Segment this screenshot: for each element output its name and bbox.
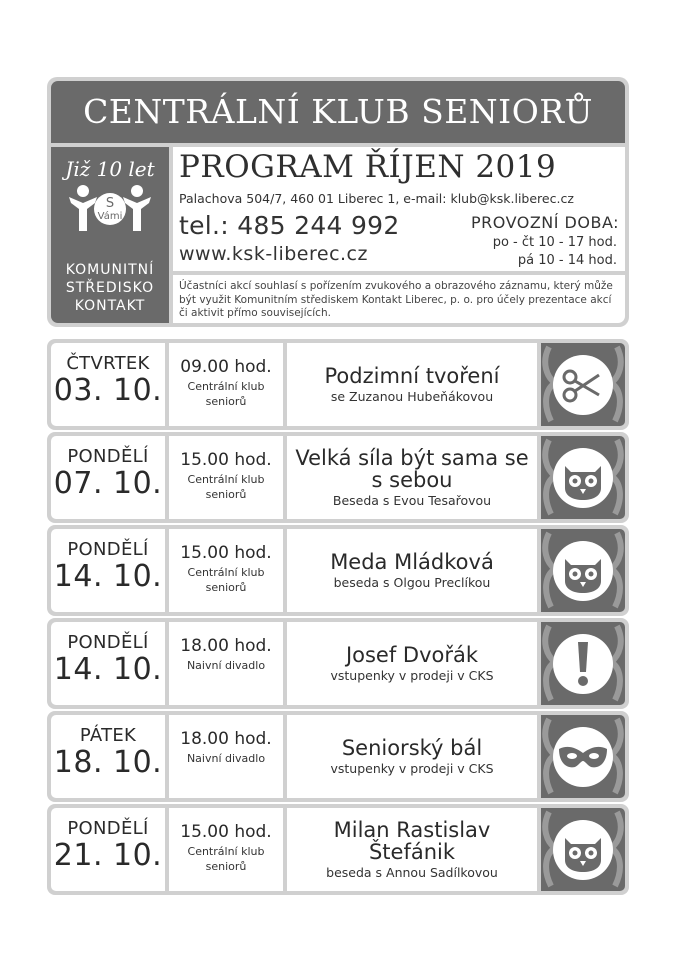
- logo-line-3: KONTAKT: [74, 298, 146, 314]
- event-row: [47, 618, 629, 709]
- event-row: [47, 339, 629, 430]
- event-time: 15.00 hod.: [180, 450, 272, 470]
- event-day: PONDĚLÍ: [67, 818, 149, 839]
- event-title: Seniorský bál: [341, 736, 483, 760]
- event-title: Josef Dvořák: [345, 643, 479, 667]
- event-desc-cell: [287, 808, 537, 891]
- event-place: Centrální klub seniorů: [187, 473, 265, 501]
- event-time: 15.00 hod.: [180, 543, 272, 563]
- event-place: Centrální klub seniorů: [187, 845, 265, 873]
- owl-icon: [541, 436, 625, 519]
- event-desc-cell: [287, 622, 537, 705]
- logo-line-2: STŘEDISKO: [65, 280, 155, 296]
- event-time-cell: [169, 529, 283, 612]
- event-desc-cell: [287, 436, 537, 519]
- event-title: Meda Mládková: [330, 550, 494, 574]
- program-title: PROGRAM ŘÍJEN 2019: [179, 149, 557, 185]
- opening-hours-title: PROVOZNÍ DOBA:: [470, 213, 619, 232]
- event-time-cell: [169, 715, 283, 798]
- hours-friday: pá 10 - 14 hod.: [517, 253, 617, 268]
- logo-tagline: Již 10 let: [65, 157, 155, 181]
- event-day: ČTVRTEK: [66, 353, 150, 374]
- event-title: Velká síla být sama se s sebou: [295, 446, 529, 492]
- contact-info: [173, 147, 625, 271]
- event-date-cell: [51, 436, 165, 519]
- event-place: Centrální klub seniorů: [187, 380, 265, 408]
- event-place: Naivní divadlo: [186, 659, 266, 672]
- event-date: 14. 10.: [53, 559, 163, 594]
- event-date: 18. 10.: [53, 745, 163, 780]
- event-date-cell: [51, 343, 165, 426]
- event-time-cell: [169, 436, 283, 519]
- event-date-cell: [51, 622, 165, 705]
- logo-figure-icon: [65, 183, 155, 245]
- hours-weekdays: po - čt 10 - 17 hod.: [492, 235, 617, 250]
- mask-icon: [541, 715, 625, 798]
- event-day: PONDĚLÍ: [67, 539, 149, 560]
- event-date: 14. 10.: [53, 652, 163, 687]
- event-row: [47, 804, 629, 895]
- event-subtitle: vstupenky v prodeji v CKS: [330, 761, 494, 776]
- event-date-cell: [51, 715, 165, 798]
- header-panel: [47, 77, 629, 327]
- event-time: 18.00 hod.: [180, 636, 272, 656]
- event-subtitle: se Zuzanou Hubeňákovou: [330, 389, 494, 404]
- event-subtitle: beseda s Olgou Preclíkou: [333, 575, 491, 590]
- logo-line-1: KOMUNITNÍ: [65, 262, 155, 278]
- event-subtitle: vstupenky v prodeji v CKS: [330, 668, 494, 683]
- consent-notice: [173, 275, 625, 323]
- event-time: 15.00 hod.: [180, 822, 272, 842]
- event-row: [47, 432, 629, 523]
- event-row: [47, 525, 629, 616]
- event-date-cell: [51, 529, 165, 612]
- event-row: [47, 711, 629, 802]
- logo-badge-vami: Vámi: [97, 211, 123, 222]
- scissors-icon: [541, 343, 625, 426]
- website-link[interactable]: www.ksk-liberec.cz: [179, 243, 368, 265]
- event-place: Centrální klub seniorů: [187, 566, 265, 594]
- event-place: Naivní divadlo: [186, 752, 266, 765]
- owl-icon: [541, 808, 625, 891]
- event-day: PONDĚLÍ: [67, 446, 149, 467]
- event-day: PÁTEK: [79, 725, 137, 746]
- event-desc-cell: [287, 715, 537, 798]
- event-desc-cell: [287, 529, 537, 612]
- address: Palachova 504/7, 460 01 Liberec 1, e-mail: klub@ksk.liberec.cz: [179, 191, 574, 206]
- event-subtitle: Beseda s Evou Tesařovou: [332, 493, 492, 508]
- phone: tel.: 485 244 992: [179, 211, 400, 240]
- event-title: Podzimní tvoření: [324, 364, 500, 388]
- event-day: PONDĚLÍ: [67, 632, 149, 653]
- event-time-cell: [169, 808, 283, 891]
- event-date: 03. 10.: [53, 373, 163, 408]
- event-title: Milan Rastislav Štefánik: [333, 818, 491, 864]
- exclamation-icon: [541, 622, 625, 705]
- event-time: 09.00 hod.: [180, 357, 272, 377]
- event-desc-cell: [287, 343, 537, 426]
- club-title: CENTRÁLNÍ KLUB SENIORŮ: [51, 81, 625, 143]
- event-time-cell: [169, 622, 283, 705]
- event-time-cell: [169, 343, 283, 426]
- owl-icon: [541, 529, 625, 612]
- event-time: 18.00 hod.: [180, 729, 272, 749]
- logo-badge-s: S: [105, 196, 115, 211]
- event-date: 21. 10.: [53, 838, 163, 873]
- event-date: 07. 10.: [53, 466, 163, 501]
- logo: [51, 147, 169, 323]
- event-subtitle: beseda s Annou Sadílkovou: [326, 865, 498, 880]
- consent-text: Účastníci akcí souhlasí s pořízením zvukového a obrazového záznamu, který může být využit Komunitním střediskem Kontakt Liberec, p. o. pro účely prezentace akcí či aktivit přímo souvisejících.: [179, 280, 613, 319]
- event-date-cell: [51, 808, 165, 891]
